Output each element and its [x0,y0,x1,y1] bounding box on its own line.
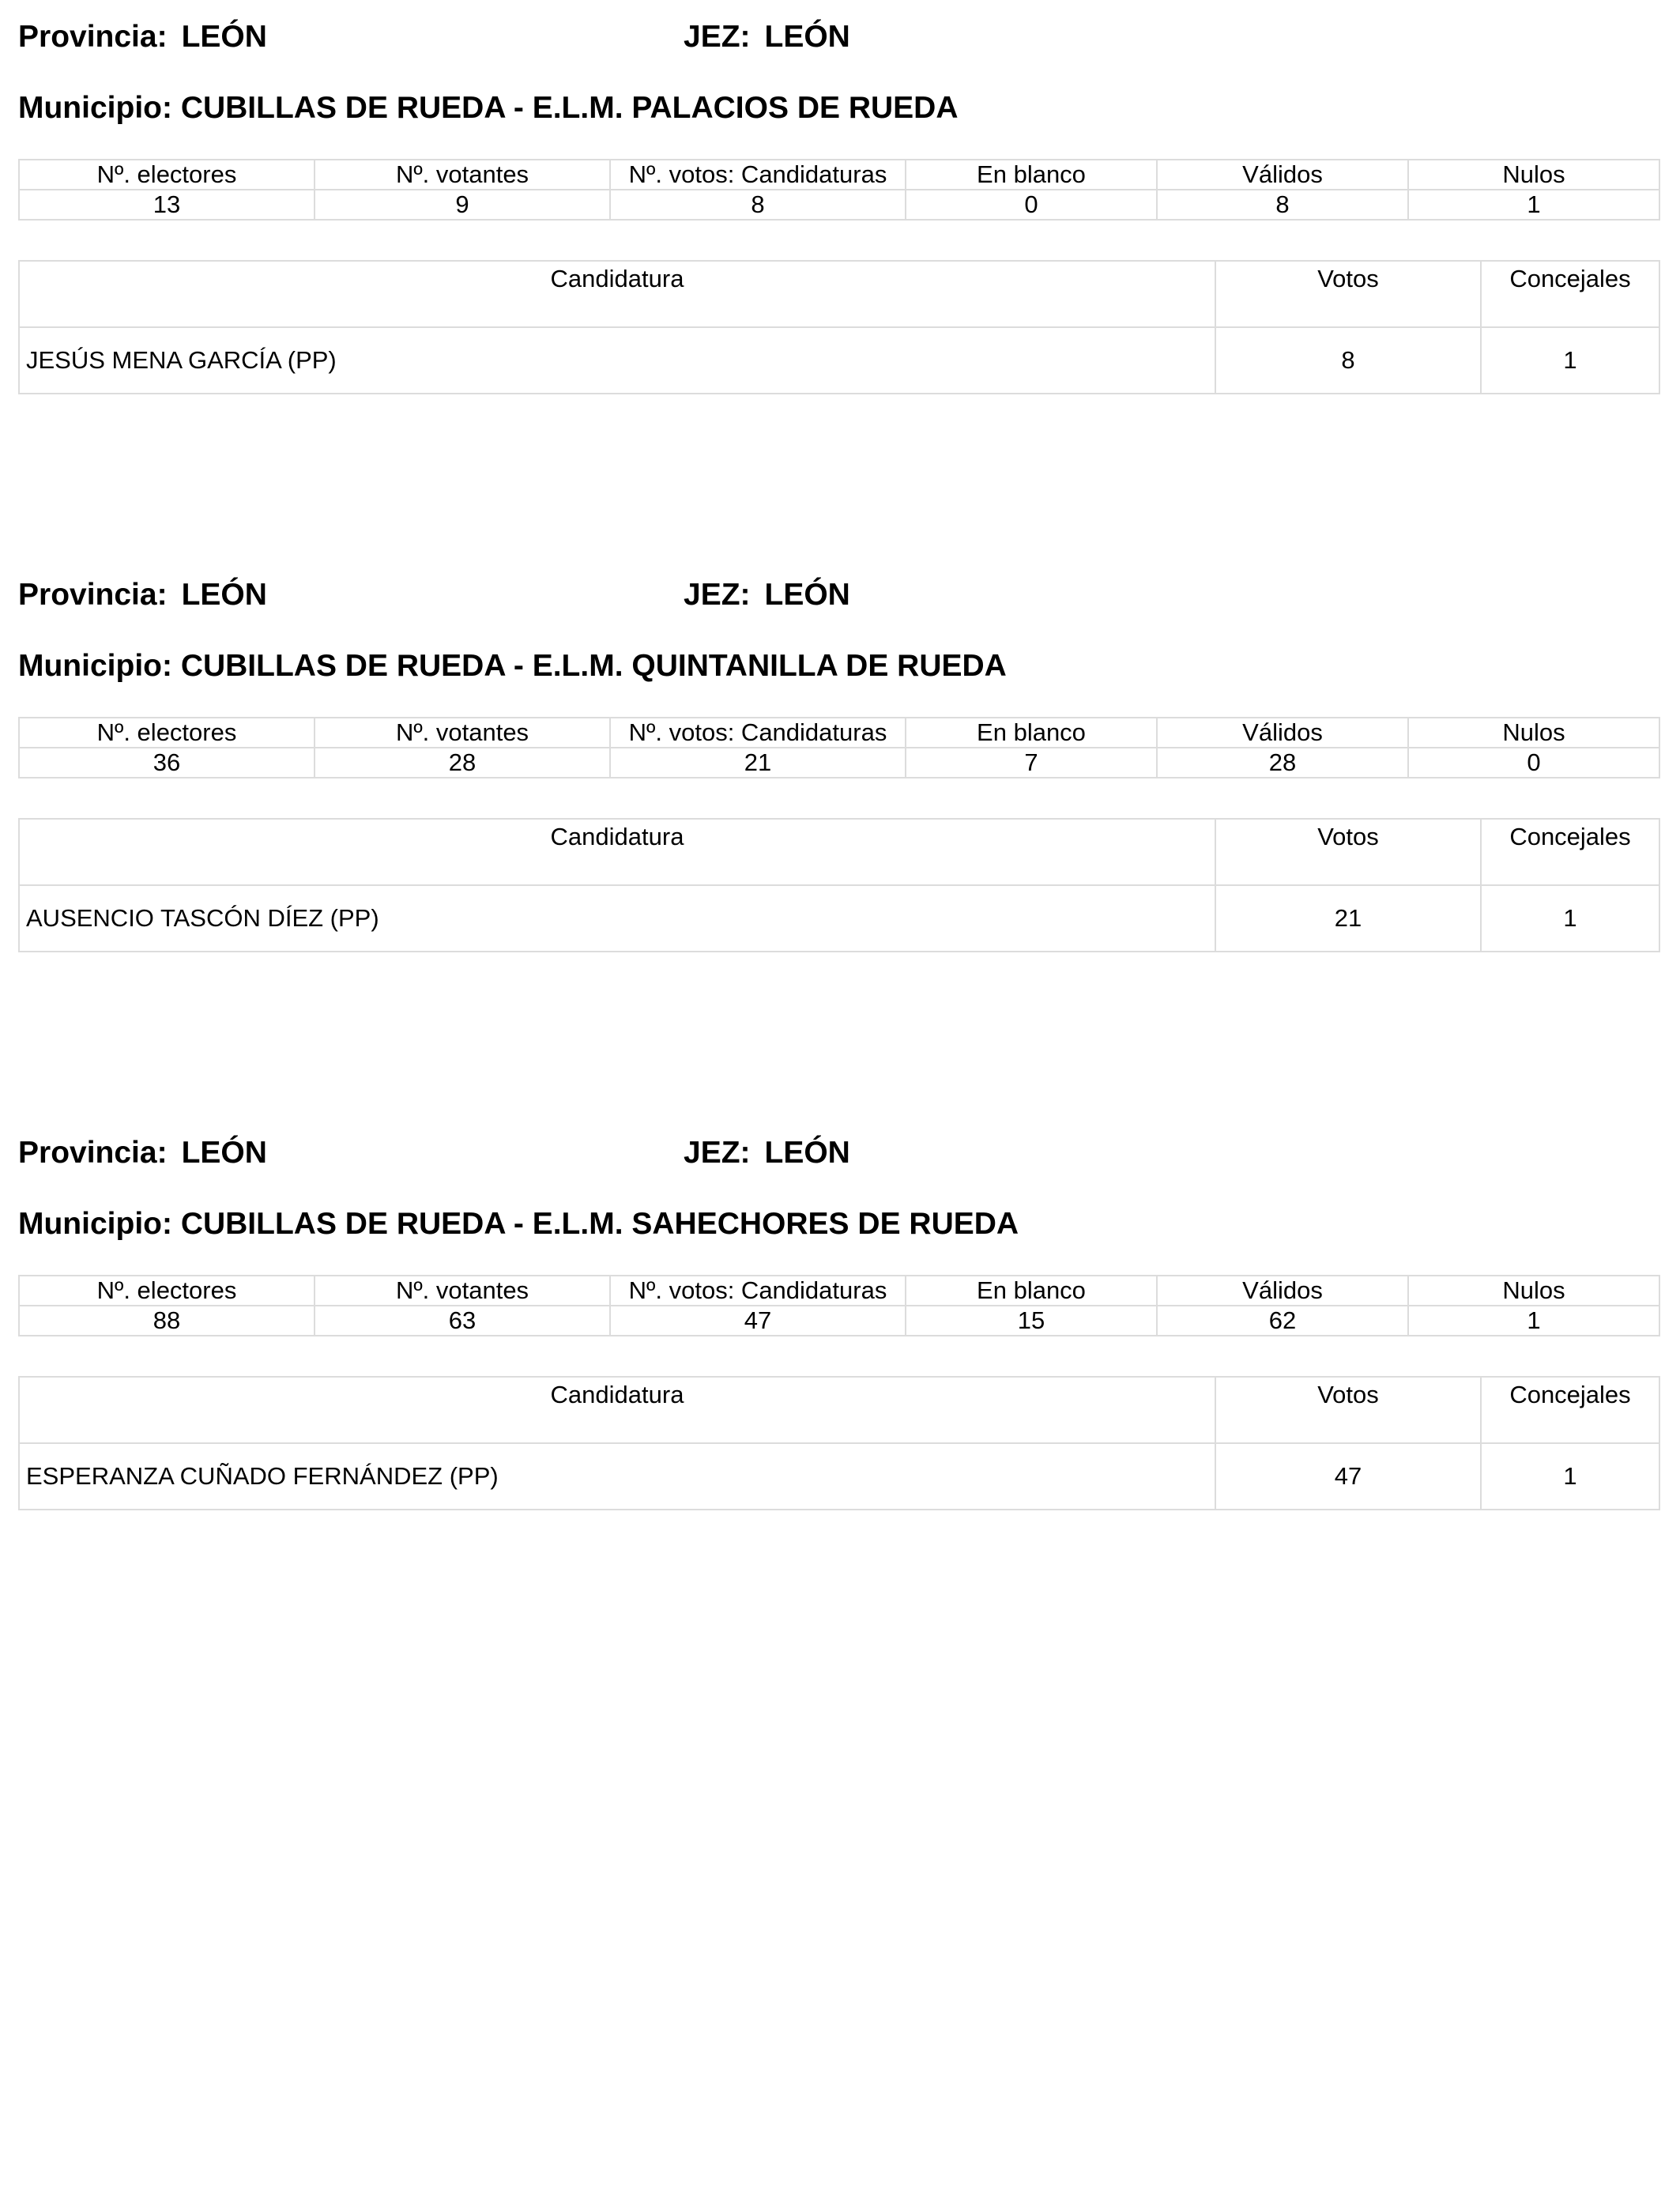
electores-header: Nº. electores [19,718,315,748]
table-row [19,327,1659,394]
electores-value: 36 [19,748,315,778]
header-line [18,575,1659,615]
municipio [18,1204,1019,1244]
municipio-value: CUBILLAS DE RUEDA - E.L.M. SAHECHORES DE RUEDA [180,1207,1019,1241]
electores-value: 13 [19,190,315,220]
nulos-header: Nulos [1408,718,1659,748]
municipio-label: Municipio: [18,91,172,125]
municipio-value: CUBILLAS DE RUEDA - E.L.M. QUINTANILLA DE RUEDA [180,649,1007,683]
validos-header: Válidos [1157,1276,1408,1306]
nulos-value: 0 [1408,748,1659,778]
votantes-header: Nº. votantes [315,160,610,190]
votantes-value: 63 [315,1306,610,1336]
jez-value: LEÓN [764,578,850,612]
candidatura-votos: 21 [1215,885,1481,952]
candidatura-votos: 47 [1215,1443,1481,1510]
candidatura-header: Candidatura [19,819,1215,885]
municipio-value: CUBILLAS DE RUEDA - E.L.M. PALACIOS DE RUEDA [180,91,959,125]
jez [684,575,850,615]
votos-candidaturas-header: Nº. votos: Candidaturas [610,160,906,190]
stats-table [18,1275,1660,1336]
municipio [18,647,1007,686]
stats-table [18,717,1660,778]
provincia-value: LEÓN [181,20,267,54]
provincia-label: Provincia: [18,1136,168,1170]
electores-value: 88 [19,1306,315,1336]
nulos-header: Nulos [1408,160,1659,190]
candidaturas-table [18,1376,1660,1510]
en-blanco-header: En blanco [906,718,1157,748]
en-blanco-value: 7 [906,748,1157,778]
stats-value-row [19,190,1659,220]
nulos-header: Nulos [1408,1276,1659,1306]
candidatura-name: JESÚS MENA GARCÍA (PP) [19,327,1215,394]
table-row [19,885,1659,952]
stats-header-row [19,718,1659,748]
jez [684,1133,850,1173]
en-blanco-value: 15 [906,1306,1157,1336]
jez-label: JEZ: [684,1136,751,1170]
provincia [18,17,267,57]
votos-candidaturas-header: Nº. votos: Candidaturas [610,718,906,748]
stats-value-row [19,1306,1659,1336]
candidatura-concejales: 1 [1481,1443,1659,1510]
municipio-label: Municipio: [18,1207,172,1241]
candidatura-header: Candidatura [19,261,1215,327]
votantes-value: 28 [315,748,610,778]
jez-label: JEZ: [684,20,751,54]
stats-value-row [19,748,1659,778]
jez [684,17,850,57]
candidaturas-header-row [19,819,1659,885]
provincia-label: Provincia: [18,20,168,54]
header-line [18,17,1659,57]
municipio-label: Municipio: [18,649,172,683]
candidaturas-header-row [19,1377,1659,1443]
votos-candidaturas-header: Nº. votos: Candidaturas [610,1276,906,1306]
nulos-value: 1 [1408,190,1659,220]
provincia [18,1133,267,1173]
municipio [18,89,959,128]
en-blanco-value: 0 [906,190,1157,220]
votos-header: Votos [1215,819,1481,885]
provincia-value: LEÓN [181,578,267,612]
electores-header: Nº. electores [19,160,315,190]
validos-header: Válidos [1157,160,1408,190]
votos-candidaturas-value: 21 [610,748,906,778]
jez-label: JEZ: [684,578,751,612]
candidatura-name: AUSENCIO TASCÓN DÍEZ (PP) [19,885,1215,952]
concejales-header: Concejales [1481,1377,1659,1443]
jez-value: LEÓN [764,1136,850,1170]
stats-header-row [19,1276,1659,1306]
validos-value: 8 [1157,190,1408,220]
provincia [18,575,267,615]
votos-header: Votos [1215,261,1481,327]
jez-value: LEÓN [764,20,850,54]
votantes-header: Nº. votantes [315,718,610,748]
candidaturas-table [18,260,1660,394]
en-blanco-header: En blanco [906,160,1157,190]
validos-header: Válidos [1157,718,1408,748]
candidatura-votos: 8 [1215,327,1481,394]
candidatura-name: ESPERANZA CUÑADO FERNÁNDEZ (PP) [19,1443,1215,1510]
candidaturas-table [18,818,1660,952]
votantes-header: Nº. votantes [315,1276,610,1306]
concejales-header: Concejales [1481,819,1659,885]
en-blanco-header: En blanco [906,1276,1157,1306]
provincia-value: LEÓN [181,1136,267,1170]
votos-candidaturas-value: 47 [610,1306,906,1336]
candidatura-header: Candidatura [19,1377,1215,1443]
candidaturas-header-row [19,261,1659,327]
votos-candidaturas-value: 8 [610,190,906,220]
validos-value: 62 [1157,1306,1408,1336]
votantes-value: 9 [315,190,610,220]
votos-header: Votos [1215,1377,1481,1443]
validos-value: 28 [1157,748,1408,778]
provincia-label: Provincia: [18,578,168,612]
candidatura-concejales: 1 [1481,885,1659,952]
stats-header-row [19,160,1659,190]
table-row [19,1443,1659,1510]
candidatura-concejales: 1 [1481,327,1659,394]
header-line [18,1133,1659,1173]
stats-table [18,159,1660,221]
electores-header: Nº. electores [19,1276,315,1306]
nulos-value: 1 [1408,1306,1659,1336]
concejales-header: Concejales [1481,261,1659,327]
